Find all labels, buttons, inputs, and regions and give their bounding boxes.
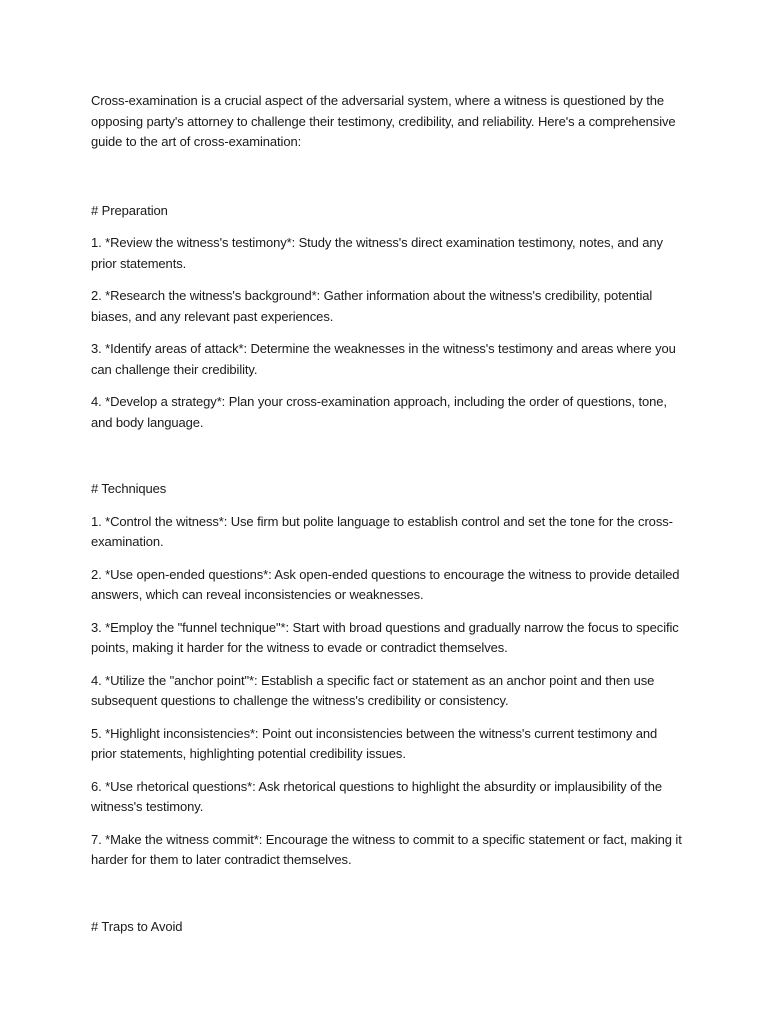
- list-item: 2. *Use open-ended questions*: Ask open-ended questions to encourage the witness to provide detailed answers, which can reveal inconsistencies or weaknesses.: [91, 566, 680, 602]
- techniques-list: [91, 512, 683, 871]
- section-heading-preparation: # Preparation: [91, 202, 168, 218]
- section-heading-techniques: # Techniques: [91, 481, 167, 496]
- section-heading-traps-to-avoid: # Traps to Avoid: [91, 918, 183, 934]
- list-item: 2. *Research the witness's background*: Gather information about the witness's credibility, potential biases, and any relevant past experiences.: [91, 288, 653, 324]
- list-item: 3. *Employ the "funnel technique"*: Start with broad questions and gradually narrow the focus to specific points, making it harder for the witness to evade or contradict themselves.: [91, 619, 679, 655]
- preparation-list: [91, 233, 683, 433]
- list-item: 3. *Identify areas of attack*: Determine the weaknesses in the witness's testimony and areas where you can challenge their credibility.: [91, 341, 676, 377]
- list-item: 7. *Make the witness commit*: Encourage the witness to commit to a specific statement or fact, making it harder for them to later contradict themselves.: [91, 831, 682, 867]
- list-item: 6. *Use rhetorical questions*: Ask rhetorical questions to highlight the absurdity or implausibility of the witness's testimony.: [91, 778, 662, 814]
- document-body: [91, 91, 683, 937]
- list-item: 1. *Control the witness*: Use firm but polite language to establish control and set the tone for the cross-examination.: [91, 513, 673, 549]
- list-item: 4. *Develop a strategy*: Plan your cross-examination approach, including the order of questions, tone, and body language.: [91, 394, 667, 430]
- list-item: 4. *Utilize the "anchor point"*: Establish a specific fact or statement as an anchor point and then use subsequent questions to challenge the witness's credibility or consistency.: [91, 672, 655, 708]
- intro-paragraph: Cross-examination is a crucial aspect of the adversarial system, where a witness is questioned by the opposing party's attorney to challenge their testimony, credibility, and reliability. Here's a comprehensive guide to the art of cross-examination:: [91, 93, 676, 149]
- list-item: 5. *Highlight inconsistencies*: Point out inconsistencies between the witness's current testimony and prior statements, highlighting potential credibility issues.: [91, 725, 658, 761]
- list-item: 1. *Review the witness's testimony*: Study the witness's direct examination testimony, notes, and any prior statements.: [91, 235, 663, 271]
